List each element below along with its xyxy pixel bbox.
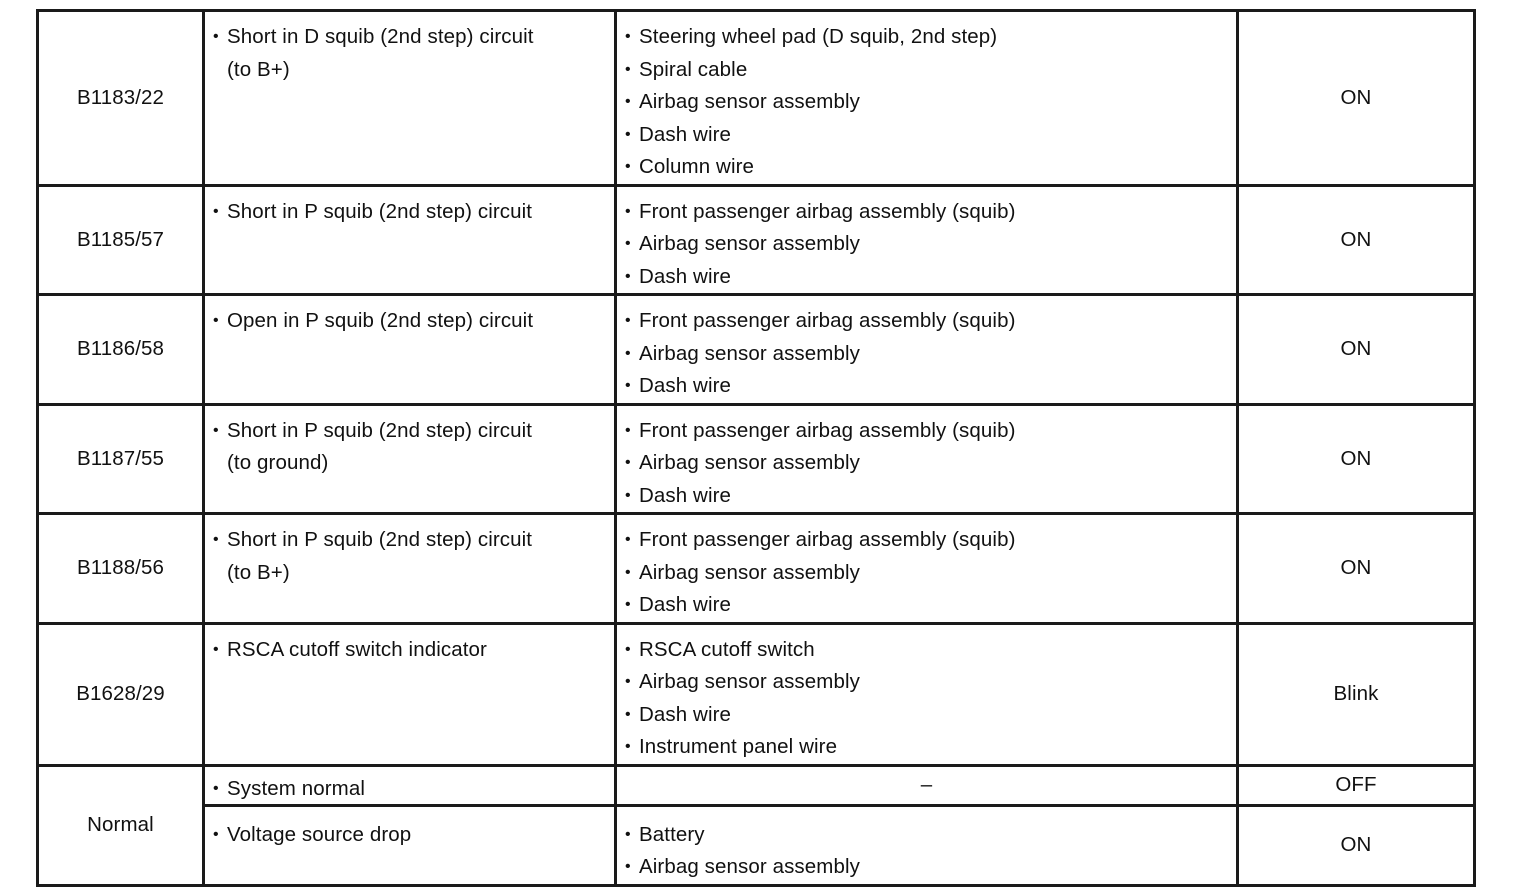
trouble-area-item: • Steering wheel pad (D squib, 2nd step)	[625, 21, 1236, 54]
detection-item-cell	[204, 765, 616, 805]
trouble-area-cell	[616, 623, 1238, 765]
dtc-table	[36, 9, 1476, 887]
detection-item-cell	[204, 185, 616, 295]
trouble-area-item: • Dash wire	[625, 589, 1236, 622]
trouble-area-cell	[616, 514, 1238, 624]
warning-light-cell	[1238, 11, 1475, 186]
detection-list	[205, 406, 614, 480]
trouble-area-cell	[616, 185, 1238, 295]
trouble-area-item: • Airbag sensor assembly	[625, 557, 1236, 590]
table-row	[38, 295, 1475, 405]
detection-item: • Short in P squib (2nd step) circuit	[213, 196, 614, 229]
dtc-code: B1183/22	[76, 85, 165, 109]
trouble-area-item: • Front passenger airbag assembly (squib)	[625, 415, 1236, 448]
detection-item-cell	[204, 805, 616, 885]
warning-light-status: ON	[1340, 227, 1372, 251]
dtc-code: B1188/56	[76, 556, 165, 580]
warning-light-cell	[1238, 623, 1475, 765]
detection-item: • RSCA cutoff switch indicator	[213, 634, 614, 667]
dtc-code-cell	[38, 295, 204, 405]
trouble-area-item: • RSCA cutoff switch	[625, 634, 1236, 667]
warning-light-cell	[1238, 295, 1475, 405]
warning-light-cell	[1238, 404, 1475, 514]
detection-item-cell	[204, 623, 616, 765]
detection-item-cell	[204, 404, 616, 514]
dtc-code-cell	[38, 11, 204, 186]
detection-list	[205, 296, 614, 338]
warning-light-status: Blink	[1333, 682, 1379, 705]
trouble-area-item: • Dash wire	[625, 119, 1236, 152]
trouble-area-item: • Airbag sensor assembly	[625, 666, 1236, 699]
detection-item: • Open in P squib (2nd step) circuit	[213, 305, 614, 338]
dtc-code-cell	[38, 404, 204, 514]
trouble-area-item: • Column wire	[625, 151, 1236, 184]
warning-light-status: ON	[1340, 446, 1372, 470]
trouble-area-cell	[616, 295, 1238, 405]
trouble-area-item: • Airbag sensor assembly	[625, 228, 1236, 261]
trouble-area-item: • Airbag sensor assembly	[625, 851, 1236, 884]
warning-light-cell	[1238, 765, 1475, 805]
dtc-code-cell	[38, 514, 204, 624]
detection-list	[205, 12, 614, 86]
trouble-area-item: • Dash wire	[625, 480, 1236, 513]
trouble-area-list	[617, 187, 1236, 294]
detection-item: • Short in P squib (2nd step) circuit (to ground)	[213, 415, 614, 480]
dtc-code: B1187/55	[76, 446, 165, 470]
warning-light-status: ON	[1340, 337, 1372, 361]
warning-light-status: ON	[1340, 833, 1372, 856]
detection-list	[205, 807, 614, 852]
detection-item-cell	[204, 295, 616, 405]
warning-light-cell	[1238, 805, 1475, 885]
trouble-area-list	[617, 296, 1236, 403]
detection-list	[205, 187, 614, 229]
detection-list	[205, 515, 614, 589]
trouble-area-item: • Battery	[625, 819, 1236, 852]
trouble-area-list	[617, 807, 1236, 884]
trouble-area-item: • Instrument panel wire	[625, 731, 1236, 764]
trouble-area-item: • Dash wire	[625, 699, 1236, 732]
detection-list	[205, 625, 614, 667]
trouble-area-item: • Airbag sensor assembly	[625, 86, 1236, 119]
detection-item: • Short in D squib (2nd step) circuit (to B+)	[213, 21, 614, 86]
dtc-code-cell	[38, 185, 204, 295]
trouble-area-list	[617, 515, 1236, 622]
dtc-code: B1186/58	[76, 337, 165, 361]
table-row	[38, 623, 1475, 765]
trouble-area-item: • Front passenger airbag assembly (squib)	[625, 305, 1236, 338]
table-row-normal	[38, 765, 1475, 805]
table-row	[38, 185, 1475, 295]
table-row	[38, 514, 1475, 624]
trouble-area-cell	[616, 805, 1238, 885]
trouble-area-item: • Airbag sensor assembly	[625, 338, 1236, 371]
detection-list	[205, 767, 614, 802]
trouble-area-item: • Dash wire	[625, 261, 1236, 294]
detection-item: • Short in P squib (2nd step) circuit (to B+)	[213, 524, 614, 589]
warning-light-status: ON	[1340, 85, 1372, 109]
dtc-code-cell	[38, 765, 204, 885]
detection-item: • Voltage source drop	[213, 819, 614, 852]
trouble-area-list	[617, 12, 1236, 184]
warning-light-status: OFF	[1335, 773, 1377, 796]
detection-item: • System normal	[213, 776, 614, 802]
table-row-normal	[38, 805, 1475, 885]
warning-light-cell	[1238, 185, 1475, 295]
table-row	[38, 404, 1475, 514]
detection-item-cell	[204, 514, 616, 624]
trouble-area-item: • Spiral cable	[625, 54, 1236, 87]
dtc-code: Normal	[87, 813, 154, 836]
dtc-code: B1628/29	[76, 682, 165, 705]
trouble-area-cell	[616, 765, 1238, 805]
trouble-area-list	[617, 406, 1236, 513]
trouble-area-item: • Front passenger airbag assembly (squib)	[625, 524, 1236, 557]
dtc-code-cell	[38, 623, 204, 765]
dtc-code: B1185/57	[76, 227, 165, 251]
trouble-area-list	[617, 625, 1236, 764]
trouble-area-item: • Dash wire	[625, 370, 1236, 403]
detection-item-cell	[204, 11, 616, 186]
trouble-area-cell	[616, 404, 1238, 514]
trouble-area-none: –	[920, 773, 933, 796]
trouble-area-cell	[616, 11, 1238, 186]
warning-light-status: ON	[1340, 556, 1372, 580]
trouble-area-item: • Front passenger airbag assembly (squib)	[625, 196, 1236, 229]
warning-light-cell	[1238, 514, 1475, 624]
table-row	[38, 11, 1475, 186]
trouble-area-item: • Airbag sensor assembly	[625, 447, 1236, 480]
